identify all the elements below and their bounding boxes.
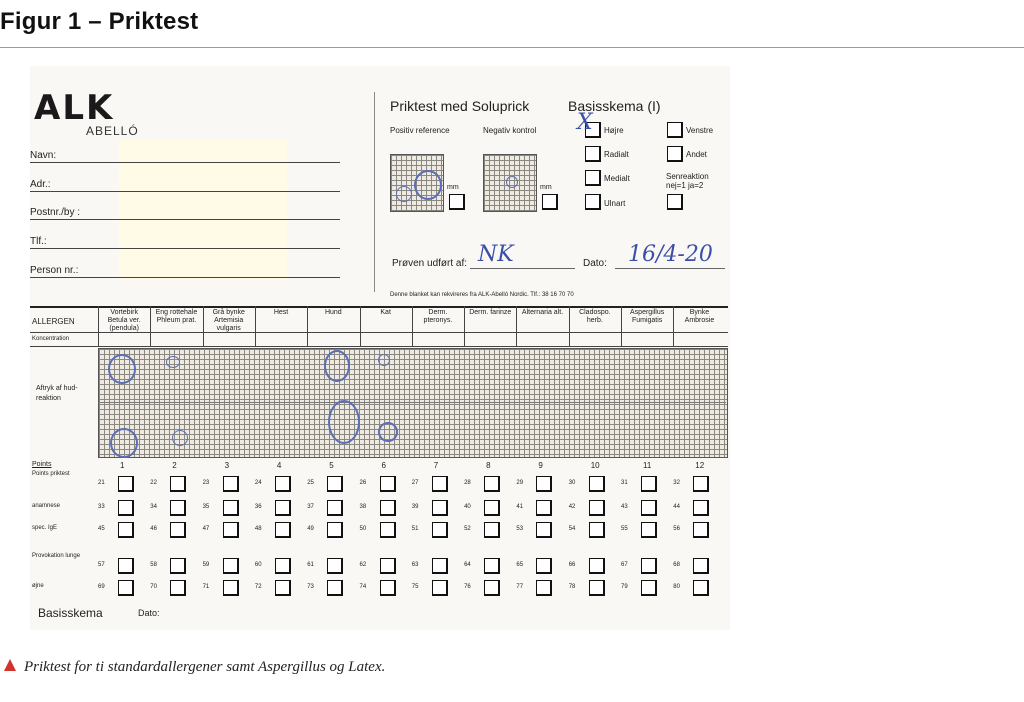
site-other-label: Andet bbox=[686, 150, 707, 159]
cell-number: 30 bbox=[568, 480, 576, 486]
cell-number: 43 bbox=[621, 504, 628, 510]
negative-mm-checkbox bbox=[542, 194, 558, 210]
cell-checkbox bbox=[170, 558, 186, 574]
late-reaction-label: Senreaktion nej=1 ja=2 bbox=[666, 172, 709, 190]
cell-number: 77 bbox=[516, 584, 524, 590]
allergen-column-header: Hund bbox=[324, 309, 342, 316]
cell-checkbox bbox=[223, 476, 239, 492]
site-radial-label: Radialt bbox=[604, 150, 629, 159]
requisition-note: Denne blanket kan rekvireres fra ALK-Abelló Nordic. Tlf.: 38 16 70 70 bbox=[390, 292, 574, 298]
allergen-column-header: Derm. farinze bbox=[469, 309, 512, 316]
cell-checkbox bbox=[536, 500, 552, 516]
cell-number: 21 bbox=[98, 480, 105, 486]
cell-checkbox bbox=[484, 580, 500, 596]
cell-number: 63 bbox=[411, 562, 419, 568]
cell-number: 59 bbox=[202, 562, 210, 568]
cell-checkbox bbox=[118, 580, 134, 596]
row-label: anamnese bbox=[32, 503, 61, 509]
cell-number: 35 bbox=[202, 504, 210, 510]
cell-checkbox bbox=[536, 580, 552, 596]
allergen-column-header: Derm. pteronys. bbox=[423, 309, 453, 324]
cell-checkbox bbox=[641, 580, 657, 596]
cell-number: 60 bbox=[254, 562, 262, 568]
cell-number: 31 bbox=[621, 480, 628, 486]
site-left-label: Venstre bbox=[686, 126, 714, 135]
cell-number: 65 bbox=[516, 562, 524, 568]
site-radial-checkbox bbox=[585, 146, 601, 162]
alk-logo: ALK bbox=[34, 88, 115, 128]
cell-checkbox bbox=[275, 558, 291, 574]
column-number: 12 bbox=[695, 461, 705, 470]
cell-number: 75 bbox=[411, 584, 419, 590]
priktest-form-scan bbox=[30, 66, 730, 630]
cell-checkbox bbox=[118, 500, 134, 516]
cell-number: 55 bbox=[621, 526, 628, 532]
allergen-column-header: Bynke Ambrosie bbox=[684, 309, 715, 324]
cell-number: 73 bbox=[307, 584, 314, 590]
cell-number: 26 bbox=[359, 480, 367, 486]
cell-checkbox bbox=[275, 500, 291, 516]
cell-checkbox bbox=[170, 476, 186, 492]
cell-checkbox bbox=[693, 476, 709, 492]
cell-checkbox bbox=[693, 558, 709, 574]
performed-by-handwriting: NK bbox=[478, 242, 514, 267]
cell-checkbox bbox=[432, 522, 448, 538]
cell-number: 38 bbox=[359, 504, 367, 510]
footer-date: Dato: bbox=[138, 608, 160, 618]
cell-number: 29 bbox=[516, 480, 524, 486]
positive-reference-label: Positiv reference bbox=[390, 126, 450, 135]
cell-number: 72 bbox=[254, 584, 262, 590]
cell-number: 64 bbox=[464, 562, 471, 568]
cell-number: 57 bbox=[98, 562, 105, 568]
field-phone-label: Tlf.: bbox=[30, 236, 47, 247]
cell-checkbox bbox=[327, 580, 343, 596]
cell-number: 80 bbox=[673, 584, 680, 590]
row-label: spec. IgE bbox=[32, 525, 58, 531]
schema-label: Basisskema (I) bbox=[568, 98, 661, 114]
cell-number: 54 bbox=[568, 526, 576, 532]
reaction-grid bbox=[98, 348, 728, 458]
allergen-column-header: Alternaria alt. bbox=[521, 309, 564, 316]
cell-number: 27 bbox=[411, 480, 419, 486]
cell-number: 56 bbox=[673, 526, 680, 532]
column-number: 4 bbox=[276, 461, 282, 470]
concentration-header: Koncentration bbox=[32, 336, 70, 342]
cell-checkbox bbox=[380, 580, 396, 596]
site-right-checkmark: X bbox=[577, 110, 593, 135]
cell-number: 41 bbox=[516, 504, 524, 510]
cell-number: 50 bbox=[359, 526, 367, 532]
caption-triangle-icon bbox=[4, 659, 16, 671]
allergen-column-header: Grå bynke Artemisia vulgaris bbox=[212, 309, 245, 332]
cell-number: 32 bbox=[673, 480, 680, 486]
cell-number: 76 bbox=[464, 584, 471, 590]
figure-title: Figur 1 – Priktest bbox=[0, 8, 199, 35]
cell-number: 78 bbox=[568, 584, 576, 590]
cell-checkbox bbox=[327, 522, 343, 538]
cell-number: 62 bbox=[359, 562, 367, 568]
field-address-label: Adr.: bbox=[30, 179, 51, 190]
cell-number: 45 bbox=[98, 526, 105, 532]
points-label: Points bbox=[32, 461, 52, 468]
cell-checkbox bbox=[484, 522, 500, 538]
alk-logo-subtitle: ABELLÓ bbox=[86, 124, 139, 138]
column-number: 1 bbox=[120, 461, 125, 470]
positive-mm-checkbox bbox=[449, 194, 465, 210]
cell-number: 49 bbox=[307, 526, 314, 532]
cell-checkbox bbox=[118, 476, 134, 492]
cell-checkbox bbox=[327, 558, 343, 574]
field-name-label: Navn: bbox=[30, 150, 57, 161]
cell-number: 79 bbox=[621, 584, 628, 590]
cell-checkbox bbox=[432, 580, 448, 596]
cell-checkbox bbox=[223, 580, 239, 596]
cell-checkbox bbox=[223, 522, 239, 538]
cell-number: 33 bbox=[98, 504, 105, 510]
cell-number: 66 bbox=[568, 562, 576, 568]
form-heading: Priktest med Soluprick bbox=[390, 98, 530, 114]
cell-checkbox bbox=[380, 522, 396, 538]
cell-number: 69 bbox=[98, 584, 105, 590]
column-number: 5 bbox=[329, 461, 334, 470]
cell-number: 44 bbox=[673, 504, 680, 510]
title-divider bbox=[0, 47, 1024, 48]
cell-checkbox bbox=[693, 580, 709, 596]
column-number: 3 bbox=[224, 461, 230, 470]
row-label: øjne bbox=[32, 583, 44, 589]
cell-number: 42 bbox=[568, 504, 576, 510]
figure-caption: Priktest for ti standardallergener samt Aspergillus og Latex. bbox=[24, 659, 386, 675]
cell-checkbox bbox=[641, 500, 657, 516]
performed-by-label: Prøven udført af: bbox=[392, 258, 468, 269]
cell-checkbox bbox=[118, 522, 134, 538]
cell-checkbox bbox=[275, 580, 291, 596]
cell-checkbox bbox=[170, 580, 186, 596]
cell-checkbox bbox=[536, 522, 552, 538]
date-label: Dato: bbox=[583, 258, 607, 269]
cell-number: 36 bbox=[254, 504, 262, 510]
cell-checkbox bbox=[589, 476, 605, 492]
cell-checkbox bbox=[275, 522, 291, 538]
row-label: Provokation lunge bbox=[32, 553, 81, 559]
cell-number: 68 bbox=[673, 562, 680, 568]
cell-checkbox bbox=[641, 476, 657, 492]
cell-checkbox bbox=[641, 558, 657, 574]
site-medial-label: Medialt bbox=[604, 174, 630, 183]
cell-checkbox bbox=[693, 500, 709, 516]
cell-checkbox bbox=[327, 500, 343, 516]
cell-checkbox bbox=[589, 522, 605, 538]
allergen-column-header: Aspergillus Fumigatis bbox=[630, 309, 665, 324]
allergen-column-header: Kat bbox=[380, 309, 391, 316]
cell-number: 24 bbox=[254, 480, 262, 486]
positive-mm-label: mm bbox=[447, 184, 459, 191]
site-medial-checkbox bbox=[585, 170, 601, 186]
column-number: 8 bbox=[486, 461, 491, 470]
column-number: 7 bbox=[433, 461, 439, 470]
cell-checkbox bbox=[432, 500, 448, 516]
site-left-checkbox bbox=[667, 122, 683, 138]
footer-schema: Basisskema bbox=[38, 606, 103, 620]
cell-checkbox bbox=[432, 558, 448, 574]
cell-checkbox bbox=[170, 500, 186, 516]
cell-checkbox bbox=[118, 558, 134, 574]
cell-number: 58 bbox=[150, 562, 157, 568]
cell-checkbox bbox=[170, 522, 186, 538]
cell-checkbox bbox=[223, 558, 239, 574]
date-handwriting: 16/4-20 bbox=[628, 242, 713, 267]
cell-checkbox bbox=[275, 476, 291, 492]
cell-checkbox bbox=[484, 500, 500, 516]
cell-number: 74 bbox=[359, 584, 367, 590]
cell-checkbox bbox=[380, 476, 396, 492]
column-number: 11 bbox=[643, 461, 652, 470]
cell-number: 48 bbox=[254, 526, 262, 532]
column-number: 2 bbox=[172, 461, 177, 470]
cell-checkbox bbox=[589, 580, 605, 596]
cell-checkbox bbox=[484, 476, 500, 492]
cell-number: 37 bbox=[307, 504, 314, 510]
cell-number: 22 bbox=[150, 480, 157, 486]
allergen-column-header: Vortebirk Betula ver. (pendula) bbox=[107, 309, 141, 332]
cell-number: 71 bbox=[202, 584, 210, 590]
cell-number: 40 bbox=[464, 504, 471, 510]
cell-checkbox bbox=[536, 558, 552, 574]
cell-number: 23 bbox=[202, 480, 210, 486]
row-label: Points priktest bbox=[32, 471, 70, 477]
cell-number: 53 bbox=[516, 526, 524, 532]
reaction-label: Aftryk af hud-reaktion bbox=[36, 385, 78, 402]
allergen-column-header: Eng rottehale Phleum prat. bbox=[155, 309, 198, 324]
cell-checkbox bbox=[693, 522, 709, 538]
column-number: 10 bbox=[590, 461, 600, 470]
site-other-checkbox bbox=[667, 146, 683, 162]
cell-checkbox bbox=[380, 558, 396, 574]
column-number: 9 bbox=[538, 461, 543, 470]
cell-number: 47 bbox=[202, 526, 210, 532]
redaction-sticker bbox=[119, 140, 287, 280]
cell-checkbox bbox=[589, 558, 605, 574]
cell-number: 70 bbox=[150, 584, 157, 590]
cell-number: 39 bbox=[411, 504, 419, 510]
cell-number: 52 bbox=[464, 526, 471, 532]
cell-number: 34 bbox=[150, 504, 157, 510]
cell-checkbox bbox=[641, 522, 657, 538]
cell-checkbox bbox=[223, 500, 239, 516]
cell-number: 25 bbox=[307, 480, 314, 486]
late-reaction-checkbox bbox=[667, 194, 683, 210]
cell-checkbox bbox=[536, 476, 552, 492]
allergen-column-header: Cladospo. herb. bbox=[579, 309, 611, 324]
cell-checkbox bbox=[589, 500, 605, 516]
site-right-label: Højre bbox=[604, 126, 624, 135]
allergen-column-header: Hest bbox=[273, 309, 289, 316]
site-ulnar-label: Ulnart bbox=[604, 199, 626, 208]
cell-checkbox bbox=[380, 500, 396, 516]
cell-checkbox bbox=[432, 476, 448, 492]
cell-number: 46 bbox=[150, 526, 157, 532]
field-postcode-label: Postnr./by : bbox=[30, 207, 81, 218]
cell-checkbox bbox=[484, 558, 500, 574]
cell-number: 28 bbox=[464, 480, 471, 486]
site-ulnar-checkbox bbox=[585, 194, 601, 210]
cell-checkbox bbox=[327, 476, 343, 492]
allergen-header: ALLERGEN bbox=[32, 317, 75, 326]
cell-number: 61 bbox=[307, 562, 314, 568]
column-number: 6 bbox=[381, 461, 386, 470]
field-person-number-label: Person nr.: bbox=[30, 265, 79, 276]
cell-number: 67 bbox=[621, 562, 628, 568]
negative-control-label: Negativ kontrol bbox=[483, 126, 537, 135]
negative-mm-label: mm bbox=[540, 184, 552, 191]
cell-number: 51 bbox=[411, 526, 419, 532]
